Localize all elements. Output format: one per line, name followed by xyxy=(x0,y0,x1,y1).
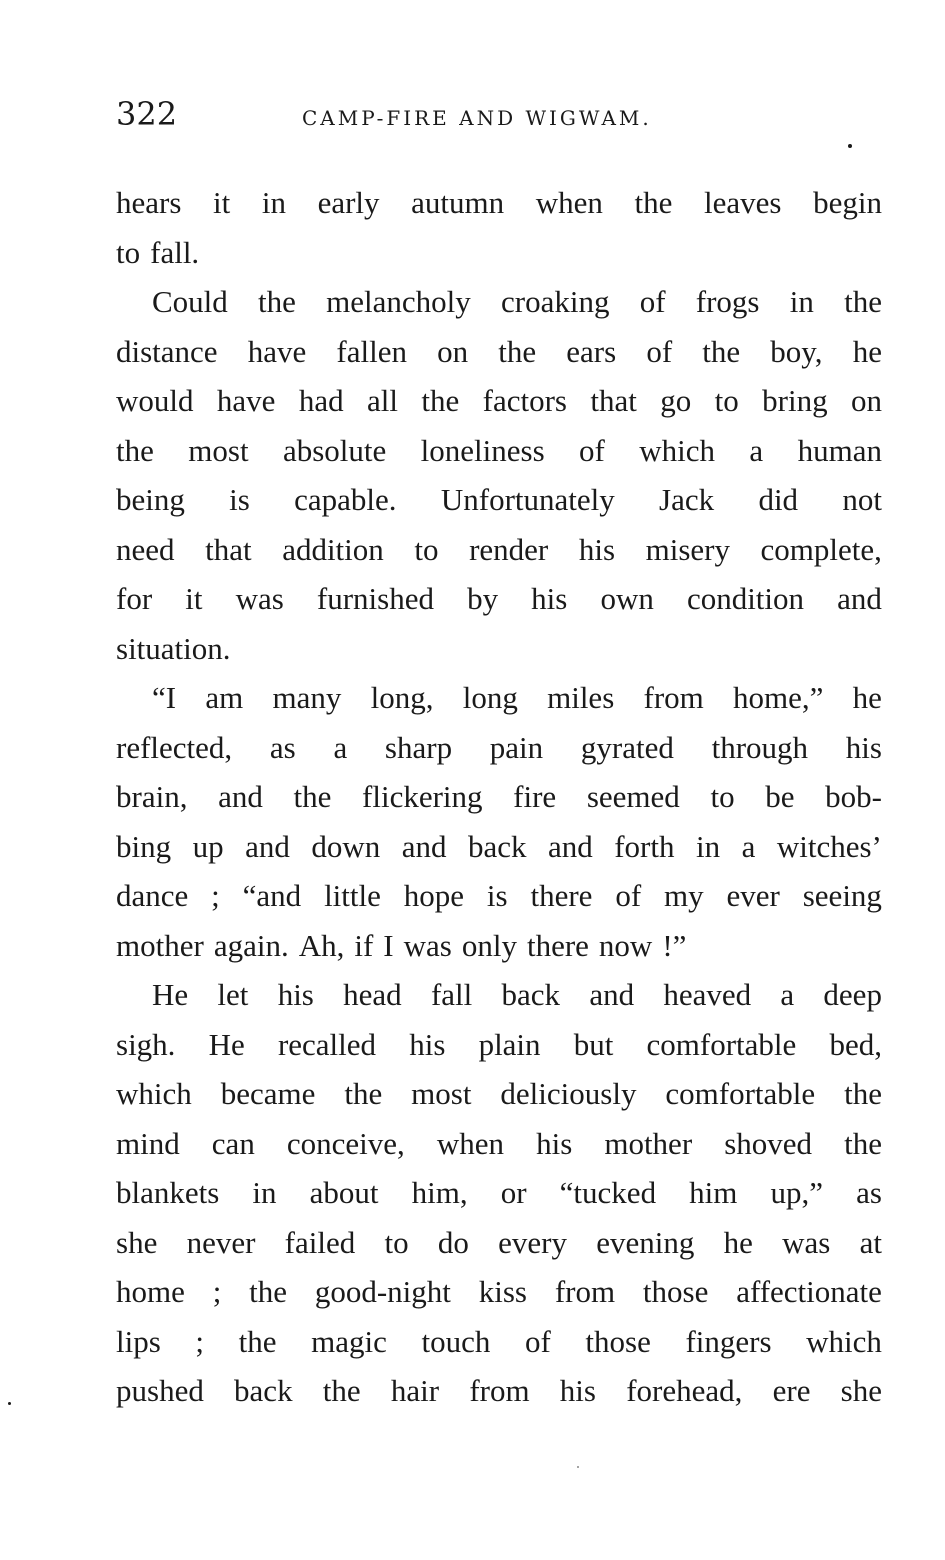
word: little xyxy=(324,878,381,913)
word: was xyxy=(403,927,452,963)
word: the xyxy=(702,333,741,369)
word: the xyxy=(634,185,673,220)
ink-speck xyxy=(8,1402,11,1405)
word: to xyxy=(710,779,735,814)
word: the xyxy=(844,284,882,319)
word: misery xyxy=(645,531,730,567)
word: there xyxy=(530,878,593,913)
word: that xyxy=(590,383,637,418)
word: capable. xyxy=(294,482,397,517)
word: home xyxy=(116,1274,185,1309)
word: the xyxy=(844,1125,882,1161)
word: forth xyxy=(614,828,675,864)
word: kiss xyxy=(478,1274,527,1309)
word: mother xyxy=(604,1125,693,1161)
word: condition xyxy=(686,581,805,616)
text-line xyxy=(116,1168,882,1218)
text-line xyxy=(116,970,882,1020)
text-line xyxy=(116,525,882,575)
word: reflected, xyxy=(116,729,233,765)
word: plain xyxy=(478,1026,541,1062)
word: !” xyxy=(662,927,687,963)
word: to xyxy=(714,383,739,418)
word: bring xyxy=(762,383,828,418)
word: his xyxy=(536,1125,573,1161)
word: sharp xyxy=(384,729,453,765)
word: brain, xyxy=(116,779,188,814)
text-line xyxy=(116,1119,882,1169)
word: the xyxy=(498,333,537,369)
word: let xyxy=(217,977,249,1012)
word: bob- xyxy=(825,779,882,814)
word: a xyxy=(749,432,764,468)
word: fire xyxy=(513,779,557,814)
word: he xyxy=(852,680,882,715)
word: the xyxy=(322,1373,361,1408)
word: factors xyxy=(482,383,567,418)
word: back xyxy=(467,828,527,864)
word: boy, xyxy=(770,333,823,369)
word: human xyxy=(797,432,882,468)
word: deep xyxy=(823,977,882,1012)
word: “tucked xyxy=(559,1175,657,1210)
word: became xyxy=(220,1076,316,1111)
word: do xyxy=(437,1224,469,1260)
word: affectionate xyxy=(736,1274,882,1309)
text-line xyxy=(116,376,882,426)
word: when xyxy=(535,185,603,220)
text-line xyxy=(116,228,882,278)
word: he xyxy=(852,333,882,369)
word: be xyxy=(765,779,795,814)
word: and xyxy=(401,828,447,864)
word: go xyxy=(660,383,692,418)
word: which xyxy=(806,1323,882,1359)
word: croaking xyxy=(501,284,610,319)
text-line xyxy=(116,1020,882,1070)
text-line xyxy=(116,1069,882,1119)
word: as xyxy=(269,729,296,765)
word: “I xyxy=(152,680,177,715)
word: situation. xyxy=(116,630,231,666)
word: Ah, xyxy=(298,927,345,963)
word: a xyxy=(741,828,756,864)
word: He xyxy=(208,1026,245,1062)
word: it xyxy=(185,581,203,616)
word: by xyxy=(467,581,499,616)
word: heaved xyxy=(663,977,752,1012)
word: his xyxy=(559,1373,596,1408)
word: and xyxy=(245,828,290,864)
word: to xyxy=(384,1224,409,1260)
word: every xyxy=(498,1224,567,1260)
word: from xyxy=(469,1373,530,1408)
word: fall xyxy=(430,977,473,1012)
word: back xyxy=(234,1373,293,1408)
text-line xyxy=(116,772,882,822)
text-line xyxy=(116,822,882,872)
word: would xyxy=(116,383,194,418)
word: it xyxy=(213,185,231,220)
word: the xyxy=(258,284,296,319)
text-line xyxy=(116,475,882,525)
word: him, xyxy=(411,1175,468,1210)
word: was xyxy=(235,581,284,616)
word: and xyxy=(218,779,263,814)
word: render xyxy=(469,531,549,567)
word: bed, xyxy=(829,1026,882,1062)
word: lips xyxy=(116,1323,161,1359)
word: there xyxy=(526,927,589,963)
word: which xyxy=(116,1076,192,1111)
word: never xyxy=(186,1224,256,1260)
word: pain xyxy=(489,729,544,765)
text-line xyxy=(116,327,882,377)
ink-speck xyxy=(577,1466,579,1468)
word: conceive, xyxy=(286,1125,405,1161)
word: begin xyxy=(813,185,882,220)
word: many xyxy=(272,680,342,715)
word: of xyxy=(615,878,642,913)
word: only xyxy=(461,927,517,963)
word: most xyxy=(411,1076,472,1111)
word: she xyxy=(116,1224,158,1260)
word: a xyxy=(780,977,795,1012)
word: his xyxy=(578,531,616,567)
text-line xyxy=(116,871,882,921)
word: He xyxy=(152,977,189,1012)
word: a xyxy=(333,729,348,765)
word: was xyxy=(782,1224,831,1260)
word: am xyxy=(205,680,244,715)
text-line xyxy=(116,673,882,723)
text-line xyxy=(116,277,882,327)
word: is xyxy=(486,878,508,913)
word: own xyxy=(600,581,654,616)
word: is xyxy=(229,482,250,517)
word: frogs xyxy=(695,284,760,319)
word: his xyxy=(531,581,568,616)
word: comfortable xyxy=(665,1076,816,1111)
word: his xyxy=(409,1026,446,1062)
word: Jack xyxy=(659,482,715,517)
word: flickering xyxy=(362,779,483,814)
word: and xyxy=(547,828,593,864)
word: in xyxy=(789,284,814,319)
word: magic xyxy=(311,1323,387,1359)
word: need xyxy=(116,531,175,567)
word: miles xyxy=(547,680,615,715)
word: if xyxy=(354,927,374,963)
word: mind xyxy=(116,1125,180,1161)
word: not xyxy=(842,482,882,517)
word: the xyxy=(293,779,332,814)
word: did xyxy=(758,482,799,517)
word: all xyxy=(366,383,398,418)
word: autumn xyxy=(411,185,505,220)
word: which xyxy=(639,432,716,468)
word: his xyxy=(277,977,314,1012)
word: witches’ xyxy=(776,828,882,864)
word: most xyxy=(188,432,249,468)
word: fall. xyxy=(150,234,200,270)
word: to xyxy=(116,234,141,270)
word: pushed xyxy=(116,1373,204,1408)
word: fallen xyxy=(336,333,407,369)
word: deliciously xyxy=(500,1076,637,1111)
word: forehead, xyxy=(626,1373,743,1408)
word: but xyxy=(573,1026,614,1062)
word: distance xyxy=(116,333,218,369)
word: ere xyxy=(772,1373,811,1408)
text-line xyxy=(116,178,882,228)
text-line xyxy=(116,574,882,624)
text-line xyxy=(116,1218,882,1268)
word: seemed xyxy=(586,779,680,814)
word: and xyxy=(589,977,635,1012)
word: the xyxy=(238,1323,277,1359)
word: to xyxy=(414,531,439,567)
word: from xyxy=(643,680,704,715)
running-title: CAMP-FIRE AND WIGWAM. xyxy=(302,106,652,130)
word: as xyxy=(856,1175,882,1210)
word: him xyxy=(689,1175,738,1210)
word: absolute xyxy=(282,432,387,468)
word: failed xyxy=(284,1224,356,1260)
word: now xyxy=(598,927,653,963)
word: ears xyxy=(566,333,617,369)
word: hair xyxy=(390,1373,440,1408)
word: of xyxy=(524,1323,551,1359)
text-line xyxy=(116,921,882,971)
word: ; xyxy=(195,1323,205,1359)
word: shoved xyxy=(724,1125,813,1161)
word: the xyxy=(844,1076,882,1111)
word: for xyxy=(116,581,153,616)
word: from xyxy=(554,1274,616,1309)
word: on xyxy=(437,333,469,369)
word: the xyxy=(344,1076,383,1111)
word: about xyxy=(309,1175,379,1210)
word: loneliness xyxy=(420,432,545,468)
word: of xyxy=(579,432,605,468)
word: have xyxy=(247,333,307,369)
word: up,” xyxy=(770,1175,824,1210)
word: complete, xyxy=(760,531,882,567)
word: up xyxy=(192,828,224,864)
word: mother xyxy=(116,927,204,963)
word: “and xyxy=(242,878,302,913)
word: head xyxy=(343,977,402,1012)
word: back xyxy=(501,977,561,1012)
word: hears xyxy=(116,185,182,220)
word: fingers xyxy=(685,1323,772,1359)
text-line xyxy=(116,723,882,773)
word: have xyxy=(216,383,276,418)
word: good-night xyxy=(314,1274,451,1309)
word: at xyxy=(859,1224,882,1260)
word: addition xyxy=(282,531,384,567)
word: evening xyxy=(596,1224,695,1260)
word: and xyxy=(837,581,882,616)
word: in xyxy=(695,828,721,864)
text-line xyxy=(116,624,882,674)
word: furnished xyxy=(316,581,434,616)
word: again. xyxy=(213,927,289,963)
word: can xyxy=(211,1125,255,1161)
word: long xyxy=(462,680,518,715)
word: those xyxy=(585,1323,651,1359)
word: sigh. xyxy=(116,1026,176,1062)
word: long, xyxy=(370,680,434,715)
word: through xyxy=(711,729,809,765)
text-line xyxy=(116,1317,882,1367)
word: his xyxy=(845,729,882,765)
word: blankets xyxy=(116,1175,220,1210)
word: touch xyxy=(421,1323,491,1359)
text-line xyxy=(116,1267,882,1317)
word: in xyxy=(252,1175,277,1210)
word: the xyxy=(421,383,460,418)
word: leaves xyxy=(704,185,782,220)
word: I xyxy=(383,927,394,963)
word: dance xyxy=(116,878,189,913)
word: early xyxy=(317,185,380,220)
word: when xyxy=(436,1125,505,1161)
word: hope xyxy=(403,878,465,913)
word: recalled xyxy=(277,1026,377,1062)
word: the xyxy=(249,1274,288,1309)
word: that xyxy=(205,531,252,567)
word: being xyxy=(116,482,185,517)
word: melancholy xyxy=(326,284,471,319)
word: ; xyxy=(212,1274,222,1309)
text-line xyxy=(116,1366,882,1416)
word: of xyxy=(646,333,673,369)
word: comfortable xyxy=(646,1026,797,1062)
word: ever xyxy=(726,878,780,913)
word: home,” xyxy=(733,680,824,715)
word: gyrated xyxy=(580,729,674,765)
word: my xyxy=(664,878,704,913)
word: bing xyxy=(116,828,172,864)
body-text xyxy=(116,178,882,1416)
word: in xyxy=(261,185,286,220)
word: Could xyxy=(152,284,228,319)
word: ; xyxy=(211,878,220,913)
word: or xyxy=(500,1175,527,1210)
word: down xyxy=(311,828,381,864)
ink-speck xyxy=(848,144,852,148)
page-number: 322 xyxy=(116,95,178,133)
word: he xyxy=(723,1224,753,1260)
word: on xyxy=(850,383,882,418)
word: of xyxy=(639,284,666,319)
word: those xyxy=(642,1274,709,1309)
word: she xyxy=(840,1373,882,1408)
text-line xyxy=(116,426,882,476)
word: seeing xyxy=(802,878,882,913)
word: had xyxy=(298,383,344,418)
word: Unfortunately xyxy=(440,482,615,517)
word: the xyxy=(116,432,154,468)
